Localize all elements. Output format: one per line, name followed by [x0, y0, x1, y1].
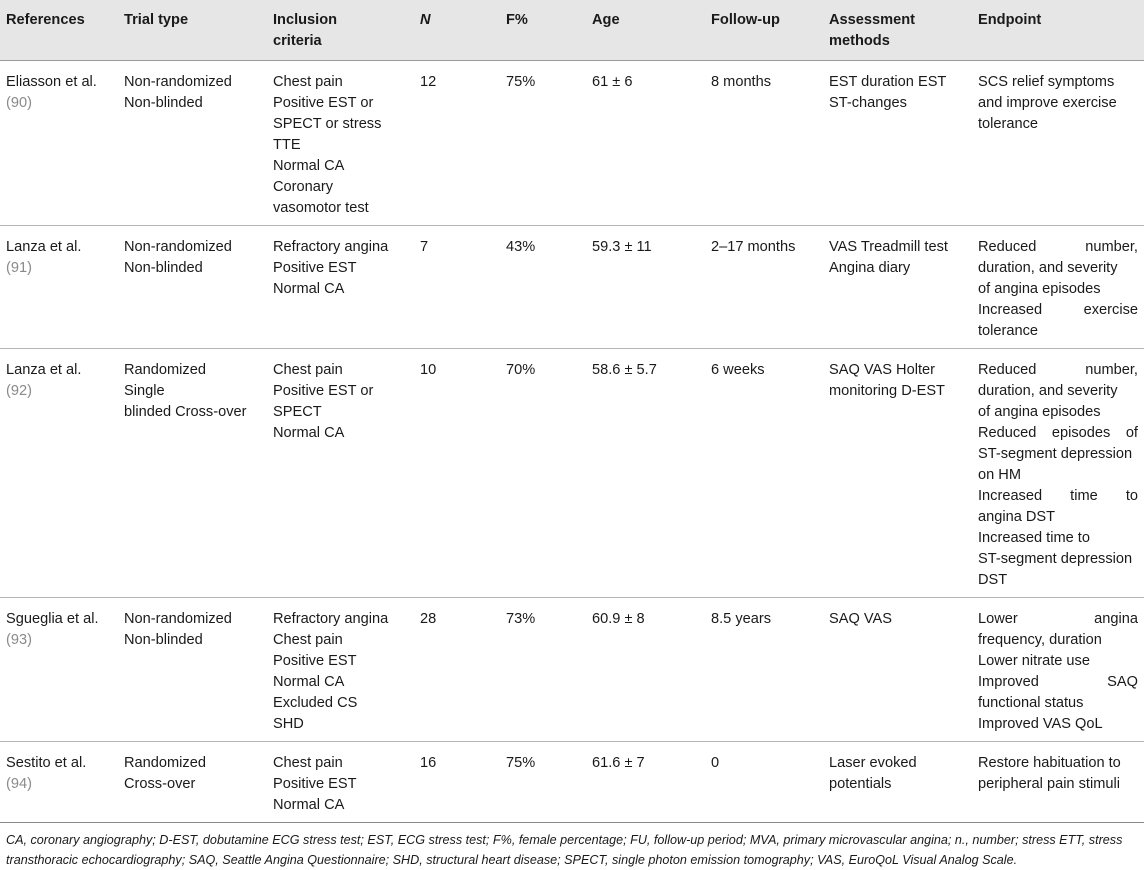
header-f-pct: F%	[500, 0, 586, 61]
cell-n: 10	[414, 349, 500, 598]
endpoint-line: Lower angina	[978, 611, 1138, 627]
endpoint-line: angina DST	[978, 509, 1056, 525]
cell-reference	[0, 61, 118, 226]
cell-follow-up: 2–17 months	[705, 226, 823, 349]
endpoint-line: of angina episodes	[978, 281, 1101, 297]
cell-assessment-methods	[823, 598, 972, 742]
cell-follow-up: 8 months	[705, 61, 823, 226]
header-assessment-methods	[823, 0, 972, 61]
assessment-line: SAQ VAS	[829, 611, 892, 627]
assessment-line: Angina diary	[829, 260, 911, 276]
reference-name: Sgueglia et al.	[6, 611, 99, 627]
reference-number: (91)	[6, 260, 32, 276]
cell-reference	[0, 349, 118, 598]
endpoint-line: frequency, duration	[978, 632, 1102, 648]
inclusion-line: Refractory angina	[273, 239, 389, 255]
cell-inclusion-criteria	[267, 61, 414, 226]
endpoint-line: duration, and severity	[978, 260, 1118, 276]
cell-endpoint	[972, 226, 1144, 349]
header-inclusion-criteria	[267, 0, 414, 61]
reference-name: Eliasson et al.	[6, 74, 97, 90]
inclusion-line: Excluded CS	[273, 695, 358, 711]
trial-type-line: Randomized	[124, 755, 206, 771]
trial-type-line: Non-randomized	[124, 611, 232, 627]
endpoint-line: Increased time to	[978, 530, 1090, 546]
endpoint-line: DST	[978, 572, 1008, 588]
reference-number: (90)	[6, 95, 32, 111]
inclusion-line: Chest pain	[273, 632, 343, 648]
header-inclusion-line: criteria	[273, 33, 322, 49]
cell-trial-type	[118, 226, 267, 349]
endpoint-line: Improved SAQ	[978, 674, 1138, 690]
assessment-line: VAS Treadmill test	[829, 239, 948, 255]
endpoint-line: peripheral pain stimuli	[978, 776, 1120, 792]
table-row	[0, 742, 1144, 823]
reference-number: (92)	[6, 383, 32, 399]
header-inclusion-line: Inclusion	[273, 12, 338, 28]
endpoint-line: Improved VAS QoL	[978, 716, 1103, 732]
table-row	[0, 61, 1144, 226]
cell-trial-type	[118, 349, 267, 598]
inclusion-line: Positive EST	[273, 776, 357, 792]
cell-assessment-methods	[823, 226, 972, 349]
assessment-line: potentials	[829, 776, 892, 792]
cell-trial-type	[118, 742, 267, 823]
inclusion-line: Refractory angina	[273, 611, 389, 627]
inclusion-line: Normal CA	[273, 281, 345, 297]
trial-type-line: Non-randomized	[124, 74, 232, 90]
inclusion-line: Chest pain	[273, 362, 343, 378]
inclusion-line: SPECT	[273, 404, 322, 420]
cell-age: 61 ± 6	[586, 61, 705, 226]
inclusion-line: Chest pain	[273, 755, 343, 771]
header-assessment-line: Assessment	[829, 12, 915, 28]
assessment-line: ST-changes	[829, 95, 907, 111]
cell-age: 60.9 ± 8	[586, 598, 705, 742]
endpoint-line: on HM	[978, 467, 1021, 483]
inclusion-line: vasomotor test	[273, 200, 369, 216]
inclusion-line: TTE	[273, 137, 301, 153]
inclusion-line: Normal CA	[273, 425, 345, 441]
table-row	[0, 226, 1144, 349]
cell-endpoint	[972, 742, 1144, 823]
reference-name: Sestito et al.	[6, 755, 87, 771]
inclusion-line: Coronary	[273, 179, 334, 195]
cell-inclusion-criteria	[267, 598, 414, 742]
cell-inclusion-criteria	[267, 226, 414, 349]
assessment-line: monitoring D-EST	[829, 383, 945, 399]
trial-type-line: Non-blinded	[124, 260, 203, 276]
cell-f-pct: 75%	[500, 742, 586, 823]
endpoint-line: tolerance	[978, 116, 1039, 132]
trial-type-line: Non-blinded	[124, 95, 203, 111]
cell-follow-up: 6 weeks	[705, 349, 823, 598]
inclusion-line: Positive EST	[273, 653, 357, 669]
cell-reference	[0, 742, 118, 823]
cell-f-pct: 75%	[500, 61, 586, 226]
endpoint-line: SCS relief symptoms	[978, 74, 1115, 90]
reference-number: (94)	[6, 776, 32, 792]
assessment-line: EST duration EST	[829, 74, 947, 90]
cell-inclusion-criteria	[267, 742, 414, 823]
header-assessment-line: methods	[829, 33, 890, 49]
cell-trial-type	[118, 598, 267, 742]
header-endpoint: Endpoint	[972, 0, 1144, 61]
cell-inclusion-criteria	[267, 349, 414, 598]
table-body	[0, 61, 1144, 823]
cell-assessment-methods	[823, 742, 972, 823]
trial-type-line: Single	[124, 383, 165, 399]
table-row	[0, 598, 1144, 742]
endpoint-line: Increased time to	[978, 488, 1138, 504]
reference-name: Lanza et al.	[6, 362, 82, 378]
cell-assessment-methods	[823, 61, 972, 226]
inclusion-line: Normal CA	[273, 674, 345, 690]
cell-follow-up: 0	[705, 742, 823, 823]
header-references: References	[0, 0, 118, 61]
trial-type-line: Cross-over	[124, 776, 196, 792]
endpoint-line: Lower nitrate use	[978, 653, 1090, 669]
cell-f-pct: 70%	[500, 349, 586, 598]
inclusion-line: Positive EST or	[273, 383, 374, 399]
header-n: N	[414, 0, 500, 61]
cell-n: 7	[414, 226, 500, 349]
endpoint-line: of angina episodes	[978, 404, 1101, 420]
endpoint-line: Restore habituation to	[978, 755, 1121, 771]
inclusion-line: Normal CA	[273, 158, 345, 174]
cell-trial-type	[118, 61, 267, 226]
table-footnote: CA, coronary angiography; D-EST, dobutamine ECG stress test; EST, ECG stress test; F%, female percentage; FU, follow-up period; MVA, primary microvascular angina; n., number; stress ETT, stress transthoracic echocardiography; SAQ, Seattle Angina Questionnaire; SHD, structural heart disease; SPECT, single photon emission tomography; VAS, EuroQoL Visual Analog Scale.	[6, 833, 1123, 867]
cell-n: 12	[414, 61, 500, 226]
cell-f-pct: 73%	[500, 598, 586, 742]
cell-follow-up: 8.5 years	[705, 598, 823, 742]
endpoint-line: functional status	[978, 695, 1084, 711]
cell-endpoint	[972, 349, 1144, 598]
inclusion-line: Chest pain	[273, 74, 343, 90]
trial-type-line: Randomized	[124, 362, 206, 378]
trial-type-line: blinded Cross-over	[124, 404, 247, 420]
assessment-line: SAQ VAS Holter	[829, 362, 935, 378]
cell-endpoint	[972, 61, 1144, 226]
header-follow-up: Follow-up	[705, 0, 823, 61]
reference-number: (93)	[6, 632, 32, 648]
endpoint-line: Reduced number,	[978, 362, 1138, 378]
cell-f-pct: 43%	[500, 226, 586, 349]
cell-age: 58.6 ± 5.7	[586, 349, 705, 598]
cell-assessment-methods	[823, 349, 972, 598]
cell-age: 61.6 ± 7	[586, 742, 705, 823]
endpoint-line: ST-segment depression	[978, 446, 1133, 462]
inclusion-line: SPECT or stress	[273, 116, 382, 132]
trial-type-line: Non-randomized	[124, 239, 232, 255]
cell-reference	[0, 598, 118, 742]
endpoint-line: duration, and severity	[978, 383, 1118, 399]
cell-n: 28	[414, 598, 500, 742]
table-row	[0, 349, 1144, 598]
cell-age: 59.3 ± 11	[586, 226, 705, 349]
reference-name: Lanza et al.	[6, 239, 82, 255]
endpoint-line: Increased exercise	[978, 302, 1138, 318]
inclusion-line: SHD	[273, 716, 304, 732]
inclusion-line: Positive EST or	[273, 95, 374, 111]
endpoint-line: Reduced episodes of	[978, 425, 1138, 441]
cell-endpoint	[972, 598, 1144, 742]
assessment-line: Laser evoked	[829, 755, 917, 771]
cell-reference	[0, 226, 118, 349]
cell-n: 16	[414, 742, 500, 823]
trial-type-line: Non-blinded	[124, 632, 203, 648]
header-trial-type: Trial type	[118, 0, 267, 61]
endpoint-line: ST-segment depression	[978, 551, 1133, 567]
header-row	[0, 0, 1144, 61]
endpoint-line: tolerance	[978, 323, 1039, 339]
header-age: Age	[586, 0, 705, 61]
endpoint-line: Reduced number,	[978, 239, 1138, 255]
inclusion-line: Normal CA	[273, 797, 345, 813]
endpoint-line: and improve exercise	[978, 95, 1117, 111]
inclusion-line: Positive EST	[273, 260, 357, 276]
